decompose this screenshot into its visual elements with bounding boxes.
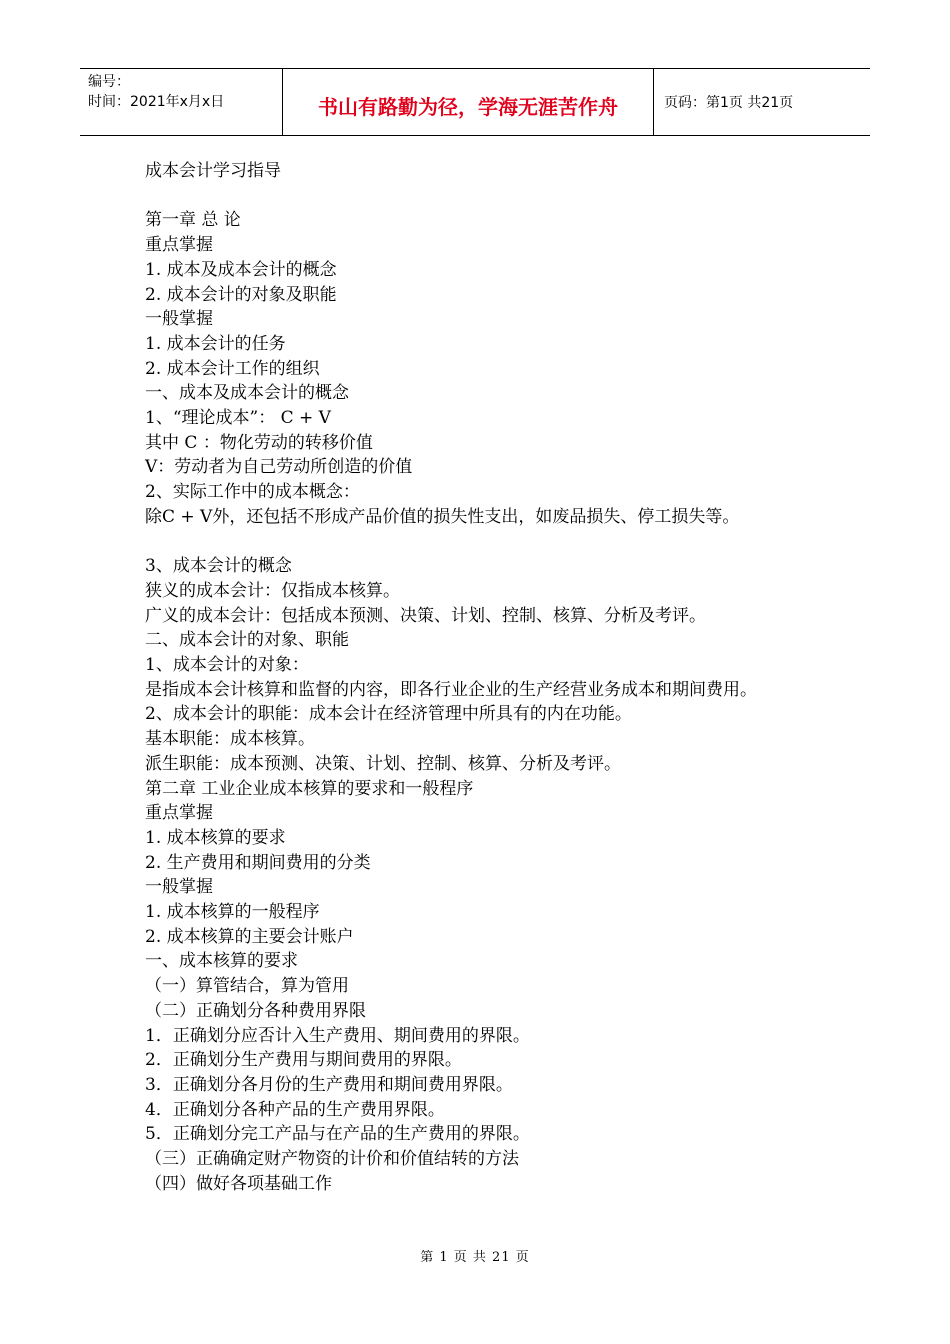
text-line: 是指成本会计核算和监督的内容，即各行业企业的生产经营业务成本和期间费用。 [145, 679, 757, 700]
spacer [145, 184, 805, 209]
text-line: 1. 成本核算的要求 [145, 827, 286, 848]
motto-text: 书山有路勤为径，学海无涯苦作舟 [318, 94, 618, 119]
text-line: 广义的成本会计：包括成本预测、决策、计划、控制、核算、分析及考评。 [145, 605, 706, 626]
text-line: 2、实际工作中的成本概念： [145, 482, 360, 503]
text-line: 2. 成本会计的对象及职能 [145, 284, 337, 305]
text-line: 2. 生产费用和期间费用的分类 [145, 852, 371, 873]
text-line: 1、成本会计的对象： [145, 655, 309, 676]
text-line: 重点掌握 [145, 235, 213, 256]
text-line: （二）正确划分各种费用界限 [145, 1000, 366, 1021]
text-line: 1. 成本会计的任务 [145, 333, 286, 354]
text-line: （一）算管结合，算为管用 [145, 976, 349, 997]
text-line: 二、成本会计的对象、职能 [145, 630, 349, 651]
header-motto [282, 69, 654, 135]
header-page-info [654, 69, 870, 135]
text-line: 3．正确划分各月份的生产费用和期间费用界限。 [145, 1074, 513, 1095]
footer-page-number: 第 1 页 共 21 页 [420, 1250, 530, 1265]
text-line: 一、成本及成本会计的概念 [145, 383, 349, 404]
text-line: 1、“理论成本”： C + V [145, 408, 331, 429]
time-label: 时间：2021年x月x日 [88, 94, 225, 110]
text-line: （三）正确确定财产物资的计价和价值结转的方法 [145, 1149, 519, 1170]
text-line: （四）做好各项基础工作 [145, 1173, 332, 1194]
text-line: 2. 成本会计工作的组织 [145, 358, 320, 379]
text-line: 第二章 工业企业成本核算的要求和一般程序 [145, 778, 474, 799]
page-header [80, 68, 870, 136]
text-line: 基本职能：成本核算。 [145, 729, 315, 750]
spacer [145, 530, 805, 555]
text-line: 3、成本会计的概念 [145, 556, 292, 577]
text-line: 2、成本会计的职能：成本会计在经济管理中所具有的内在功能。 [145, 704, 632, 725]
text-line: 1．正确划分应否计入生产费用、期间费用的界限。 [145, 1025, 530, 1046]
text-line: 重点掌握 [145, 803, 213, 824]
text-line: 除C + V外，还包括不形成产品价值的损失性支出，如废品损失、停工损失等。 [145, 506, 740, 527]
text-line: 5．正确划分完工产品与在产品的生产费用的界限。 [145, 1124, 530, 1145]
text-line: V：劳动者为自己劳动所创造的价值 [145, 457, 413, 478]
page-footer [0, 1246, 950, 1265]
page-info-text: 页码：第1页 共21页 [664, 95, 794, 111]
text-line: 狭义的成本会计：仅指成本核算。 [145, 580, 400, 601]
document-body [145, 159, 805, 1197]
text-line: 4．正确划分各种产品的生产费用界限。 [145, 1099, 445, 1120]
number-label: 编号： [88, 74, 130, 90]
text-line: 一般掌握 [145, 309, 213, 330]
header-meta [80, 69, 282, 135]
text-line: 2．正确划分生产费用与期间费用的界限。 [145, 1050, 462, 1071]
text-line: 2. 成本核算的主要会计账户 [145, 926, 354, 947]
text-line: 一般掌握 [145, 877, 213, 898]
text-line: 一、成本核算的要求 [145, 951, 298, 972]
text-line: 派生职能：成本预测、决策、计划、控制、核算、分析及考评。 [145, 753, 621, 774]
text-line: 其中 C ：物化劳动的转移价值 [145, 432, 373, 453]
text-line: 1. 成本核算的一般程序 [145, 902, 320, 923]
text-line: 1. 成本及成本会计的概念 [145, 259, 337, 280]
text-line: 第一章 总 论 [145, 210, 241, 231]
document-title: 成本会计学习指导 [145, 161, 281, 181]
